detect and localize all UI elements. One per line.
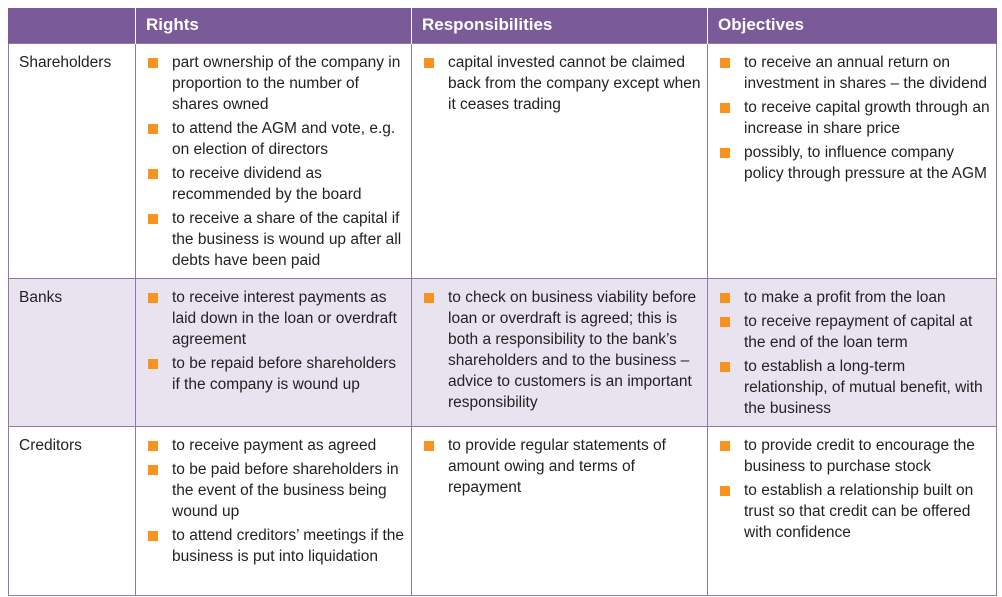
row-label-shareholders: Shareholders	[9, 43, 136, 278]
list-item	[718, 142, 990, 184]
cell-responsibilities	[412, 278, 708, 426]
stakeholder-table	[8, 8, 997, 596]
cell-rights	[136, 278, 412, 426]
list-item-text: to check on business viability before loan or overdraft is agreed; this is both a responsibility to the bank’s shareholders and to the business – advice to customers is an important responsibility	[448, 288, 697, 411]
list-item-text: to receive interest payments as laid down in the loan or overdraft agreement	[172, 288, 397, 348]
list-item-text: to receive payment as agreed	[172, 436, 377, 454]
list-item	[718, 480, 990, 543]
row-label-creditors: Creditors	[9, 426, 136, 595]
list-item-text: to make a profit from the loan	[744, 288, 946, 306]
list-item	[146, 287, 405, 350]
list-item	[146, 118, 405, 160]
list-item	[146, 353, 405, 395]
list-item	[146, 459, 405, 522]
bullet-list	[422, 287, 701, 413]
bullet-list	[718, 287, 990, 419]
square-bullet-icon	[720, 148, 730, 158]
list-item	[718, 435, 990, 477]
list-item-text: to attend creditors’ meetings if the business is put into liquidation	[172, 526, 405, 565]
list-item-text: to provide credit to encourage the business to purchase stock	[744, 436, 975, 475]
list-item-text: to receive repayment of capital at the end of the loan term	[744, 312, 973, 351]
row-label-banks: Banks	[9, 278, 136, 426]
square-bullet-icon	[424, 441, 434, 451]
list-item-text: possibly, to influence company policy through pressure at the AGM	[744, 143, 987, 182]
list-item-text: to receive dividend as recommended by the board	[172, 164, 362, 203]
list-item	[146, 525, 405, 567]
bullet-list	[718, 52, 990, 184]
list-item-text: part ownership of the company in proportion to the number of shares owned	[172, 53, 401, 113]
cell-responsibilities	[412, 426, 708, 595]
cell-rights	[136, 43, 412, 278]
square-bullet-icon	[424, 58, 434, 68]
square-bullet-icon	[148, 531, 158, 541]
table-row-shareholders	[9, 43, 997, 278]
cell-objectives	[708, 278, 997, 426]
square-bullet-icon	[720, 317, 730, 327]
list-item-text: to be repaid before shareholders if the company is wound up	[172, 354, 397, 393]
header-cell-responsibilities: Responsibilities	[412, 8, 708, 43]
bullet-list	[146, 287, 405, 395]
table-row-creditors	[9, 426, 997, 595]
list-item-text: capital invested cannot be claimed back from the company except when it ceases trading	[448, 53, 701, 113]
list-item	[718, 97, 990, 139]
square-bullet-icon	[720, 103, 730, 113]
cell-objectives	[708, 426, 997, 595]
bullet-list	[422, 52, 701, 115]
list-item-text: to be paid before shareholders in the event of the business being wound up	[172, 460, 399, 520]
cell-objectives	[708, 43, 997, 278]
list-item	[718, 287, 990, 308]
header-cell-objectives: Objectives	[708, 8, 997, 43]
list-item-text: to attend the AGM and vote, e.g. on election of directors	[172, 119, 396, 158]
list-item	[718, 311, 990, 353]
square-bullet-icon	[148, 214, 158, 224]
list-item	[146, 163, 405, 205]
square-bullet-icon	[720, 362, 730, 372]
bullet-list	[718, 435, 990, 543]
square-bullet-icon	[720, 441, 730, 451]
square-bullet-icon	[148, 359, 158, 369]
bullet-list	[146, 52, 405, 271]
list-item	[718, 356, 990, 419]
square-bullet-icon	[424, 293, 434, 303]
list-item-text: to receive capital growth through an increase in share price	[744, 98, 990, 137]
cell-rights	[136, 426, 412, 595]
square-bullet-icon	[148, 465, 158, 475]
square-bullet-icon	[720, 293, 730, 303]
square-bullet-icon	[148, 293, 158, 303]
square-bullet-icon	[720, 58, 730, 68]
cell-responsibilities	[412, 43, 708, 278]
list-item	[422, 52, 701, 115]
bullet-list	[422, 435, 701, 498]
table-header-row	[9, 8, 997, 43]
square-bullet-icon	[720, 486, 730, 496]
square-bullet-icon	[148, 58, 158, 68]
list-item-text: to provide regular statements of amount owing and terms of repayment	[448, 436, 666, 496]
bullet-list	[146, 435, 405, 567]
list-item	[718, 52, 990, 94]
list-item-text: to receive a share of the capital if the business is wound up after all debts have been paid	[172, 209, 402, 269]
table-row-banks	[9, 278, 997, 426]
header-cell-rights: Rights	[136, 8, 412, 43]
list-item-text: to receive an annual return on investment in shares – the dividend	[744, 53, 987, 92]
square-bullet-icon	[148, 124, 158, 134]
list-item	[146, 52, 405, 115]
list-item-text: to establish a relationship built on trust so that credit can be offered with confidence	[744, 481, 974, 541]
list-item	[422, 435, 701, 498]
list-item-text: to establish a long-term relationship, of mutual benefit, with the business	[744, 357, 983, 417]
list-item	[422, 287, 701, 413]
list-item	[146, 435, 405, 456]
square-bullet-icon	[148, 169, 158, 179]
header-cell-stakeholder	[9, 8, 136, 43]
list-item	[146, 208, 405, 271]
square-bullet-icon	[148, 441, 158, 451]
